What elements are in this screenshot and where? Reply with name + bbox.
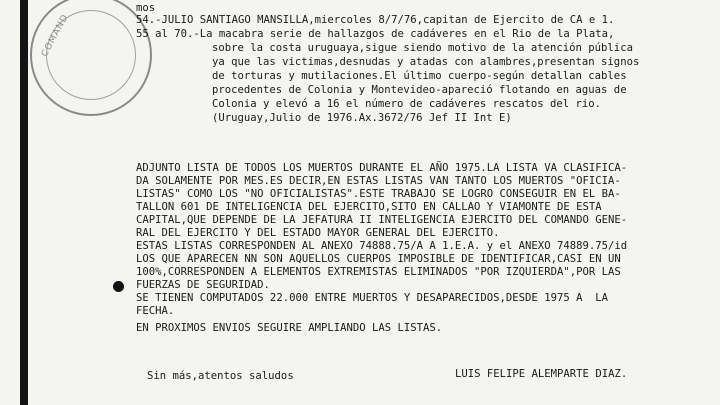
lower-line: DA SOLAMENTE POR MES.ES DECIR,EN ESTAS LISTAS VAN TANTO LOS MUERTOS "OFICIA-: [136, 175, 621, 187]
lower-line: 100%,CORRESPONDEN A ELEMENTOS EXTREMISTAS ELIMINADOS "POR IZQUIERDA",POR LAS: [136, 266, 621, 278]
lower-line: RAL DEL EJERCITO Y DEL ESTADO MAYOR GENERAL DEL EJERCITO.: [136, 227, 500, 239]
lower-line: FECHA.: [136, 305, 175, 317]
lower-line: ADJUNTO LISTA DE TODOS LOS MUERTOS DURANTE EL AÑO 1975.LA LISTA VA CLASIFICA-: [136, 162, 628, 174]
scan-edge-bar: [20, 0, 28, 405]
stamp-seal: [30, 0, 152, 116]
lower-line: FUERZAS DE SEGURIDAD.: [136, 279, 270, 291]
upper-line: ya que las victimas,desnudas y atadas con alambres,presentan signos: [212, 56, 640, 68]
lower-line: ESTAS LISTAS CORRESPONDEN AL ANEXO 74888.75/A A 1.E.A. y el ANEXO 74889.75/id: [136, 240, 628, 252]
punch-hole-mark: [113, 281, 124, 292]
upper-line: 54.-JULIO SANTIAGO MANSILLA,miercoles 8/7/76,capitan de Ejercito de CA e 1.: [136, 14, 615, 26]
lower-line: LOS QUE APARECEN NN SON AQUELLOS CUERPOS IMPOSIBLE DE IDENTIFICAR,CASI EN UN: [136, 253, 621, 265]
signature-name: LUIS FELIPE ALEMPARTE DIAZ.: [455, 368, 628, 380]
lower-line: LISTAS" COMO LOS "NO OFICIALISTAS".ESTE TRABAJO SE LOGRO CONSEGUIR EN EL BA-: [136, 188, 621, 200]
upper-line: Colonia y elevó a 16 el número de cadáveres rescatos del rio.: [212, 98, 602, 110]
lower-line: EN PROXIMOS ENVIOS SEGUIRE AMPLIANDO LAS LISTAS.: [136, 322, 443, 334]
upper-line: sobre la costa uruguaya,sigue siendo motivo de la atención pública: [212, 42, 633, 54]
upper-line: 55 al 70.-La macabra serie de hallazgos de cadáveres en el Rio de la Plata,: [136, 28, 615, 40]
upper-line: de torturas y mutilaciones.El último cuerpo-según detallan cables: [212, 70, 627, 82]
upper-line: procedentes de Colonia y Montevideo-apareció flotando en aguas de: [212, 84, 627, 96]
lower-line: TALLON 601 DE INTELIGENCIA DEL EJERCITO,SITO EN CALLAO Y VIAMONTE DE ESTA: [136, 201, 602, 213]
upper-line: mos: [136, 2, 156, 14]
lower-line: CAPITAL,QUE DEPENDE DE LA JEFATURA II INTELIGENCIA EJERCITO DEL COMANDO GENE-: [136, 214, 628, 226]
upper-line: (Uruguay,Julio de 1976.Ax.3672/76 Jef II Int E): [212, 112, 512, 124]
closing-salutation: Sin más,atentos saludos: [147, 370, 294, 382]
lower-line: SE TIENEN COMPUTADOS 22.000 ENTRE MUERTOS Y DESAPARECIDOS,DESDE 1975 A LA: [136, 292, 608, 304]
stamp-text: COMAND: [40, 12, 71, 59]
